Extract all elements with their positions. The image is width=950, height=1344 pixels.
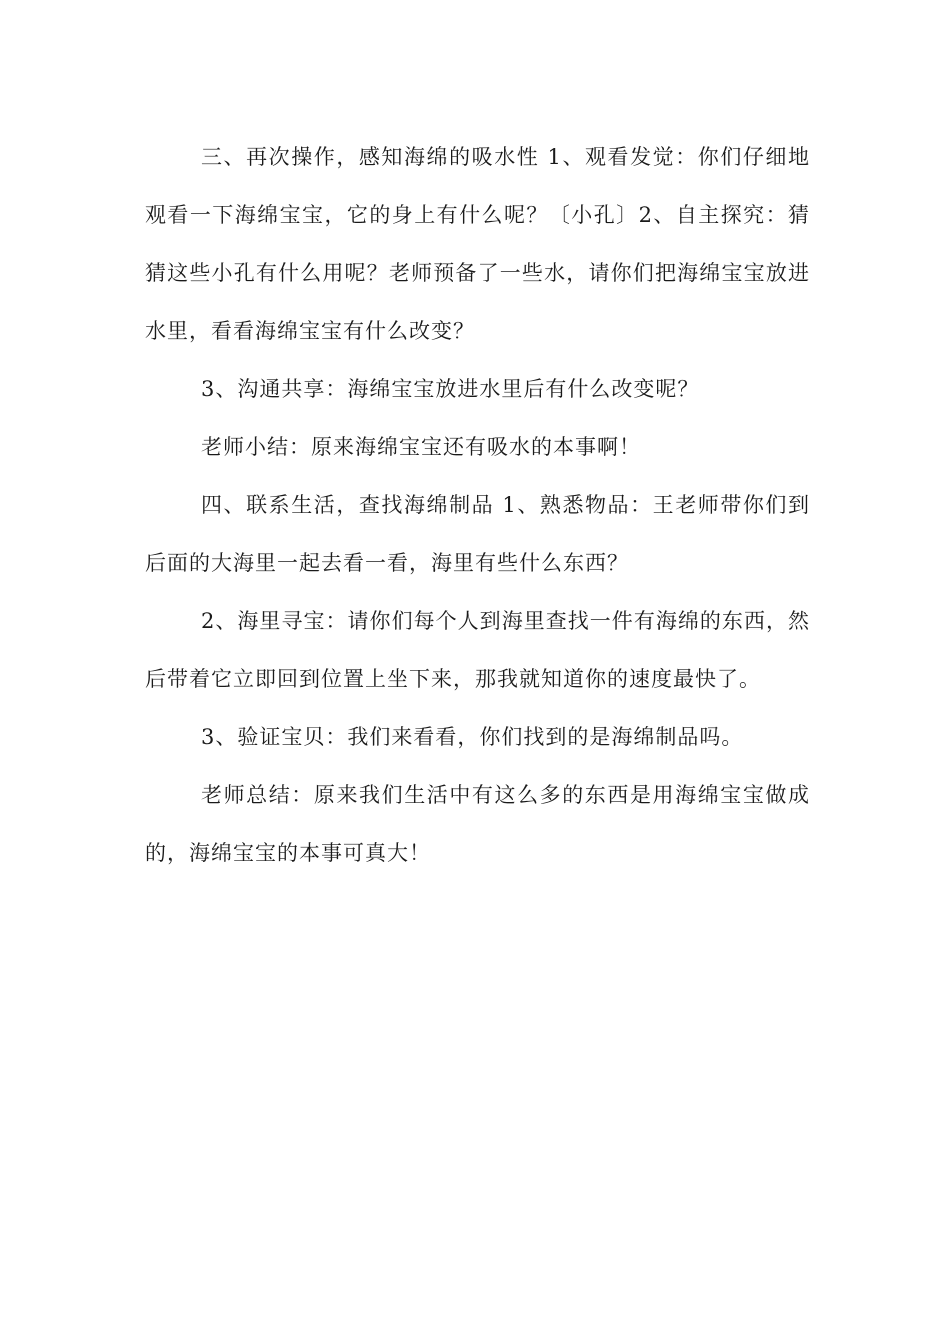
paragraph-teacher-summary-2: 老师总结：原来我们生活中有这么多的东西是用海绵宝宝做成的，海绵宝宝的本事可真大！	[145, 783, 810, 865]
paragraph-section-three: 三、再次操作，感知海绵的吸水性 1、观看发觉：你们仔细地观看一下海绵宝宝，它的身上有什么呢？〔小孔〕2、自主探究：猜猜这些小孔有什么用呢？老师预备了一些水，请你们把海绵宝宝放进水里，看看海绵宝宝有什么改变？	[145, 145, 810, 343]
paragraph-verify-treasure: 3、验证宝贝：我们来看看，你们找到的是海绵制品吗。	[201, 725, 744, 749]
paragraph-section-four: 四、联系生活，查找海绵制品 1、熟悉物品：王老师带你们到后面的大海里一起去看一看，海里有些什么东西？	[145, 493, 810, 575]
paragraph-communicate-share: 3、沟通共享：海绵宝宝放进水里后有什么改变呢？	[201, 377, 700, 401]
paragraph-sea-treasure: 2、海里寻宝：请你们每个人到海里查找一件有海绵的东西，然后带着它立即回到位置上坐下来，那我就知道你的速度最快了。	[145, 609, 810, 691]
document-body	[145, 128, 810, 882]
paragraph-teacher-summary-1: 老师小结：原来海绵宝宝还有吸水的本事啊！	[201, 435, 641, 459]
